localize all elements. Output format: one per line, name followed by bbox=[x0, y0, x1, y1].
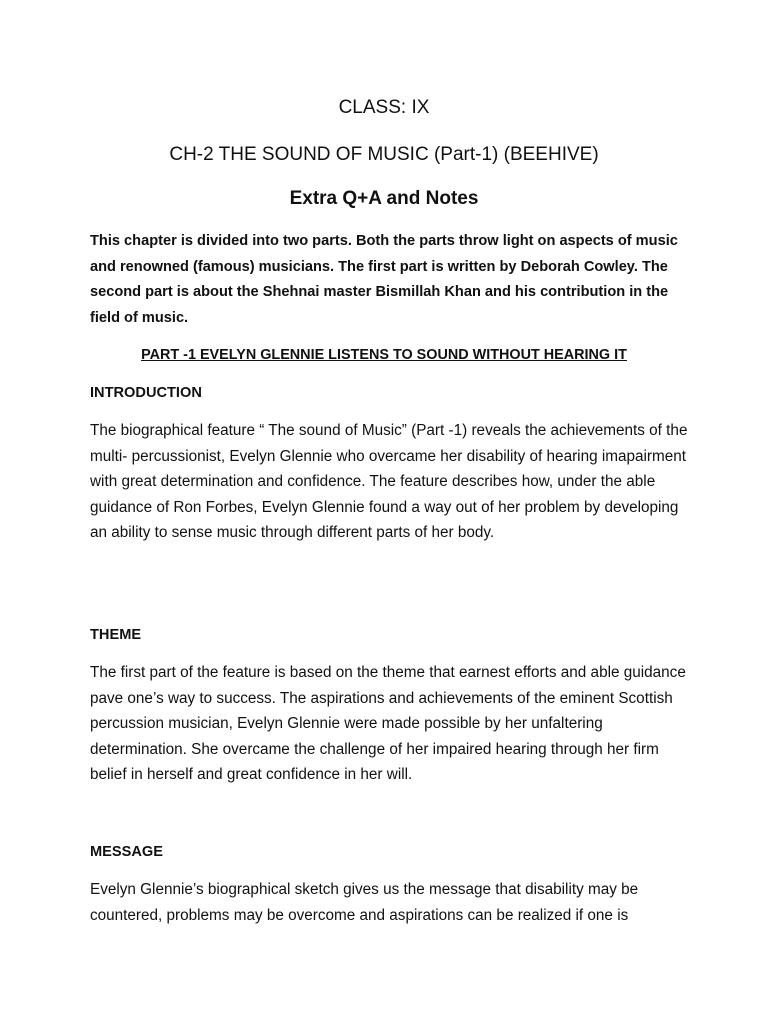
chapter-overview: This chapter is divided into two parts. Both the parts throw light on aspects of music and renowned (famous) musicians. The first part is written by Deborah Cowley. The second part is about the Shehnai master Bismillah Khan and his contribution in the field of music. bbox=[90, 233, 678, 326]
introduction-heading: INTRODUCTION bbox=[90, 385, 202, 401]
theme-heading: THEME bbox=[90, 627, 142, 643]
introduction-paragraph: The biographical feature “ The sound of Music” (Part -1) reveals the achievements of the multi- percussionist, Evelyn Glennie who overcame her disability of hearing imapairment with great determination and confidence. The feature describes how, under the able guidance of Ron Forbes, Evelyn Glennie found a way out of her problem by developing an ability to sense music through different parts of her body. bbox=[90, 422, 688, 542]
part-title bbox=[0, 344, 768, 366]
class-heading: CLASS: IX bbox=[338, 97, 430, 118]
message-paragraph: Evelyn Glennie’s biographical sketch gives us the message that disability may be countered, problems may be overcome and aspirations can be realized if one is bbox=[90, 881, 639, 924]
message-heading: MESSAGE bbox=[90, 844, 163, 860]
subtitle-heading: Extra Q+A and Notes bbox=[289, 188, 479, 209]
theme-paragraph: The first part of the feature is based on the theme that earnest efforts and able guidance pave one’s way to success. The aspirations and achievements of the eminent Scottish percussion musician, Evelyn Glennie were made possible by her unfaltering determination. She overcame the challenge of her impaired hearing through her firm belief in herself and great confidence in her will. bbox=[90, 664, 686, 784]
part-title-text: PART -1 EVELYN GLENNIE LISTENS TO SOUND WITHOUT HEARING IT bbox=[141, 347, 627, 363]
chapter-heading: CH-2 THE SOUND OF MUSIC (Part-1) (BEEHIVE) bbox=[169, 144, 599, 165]
